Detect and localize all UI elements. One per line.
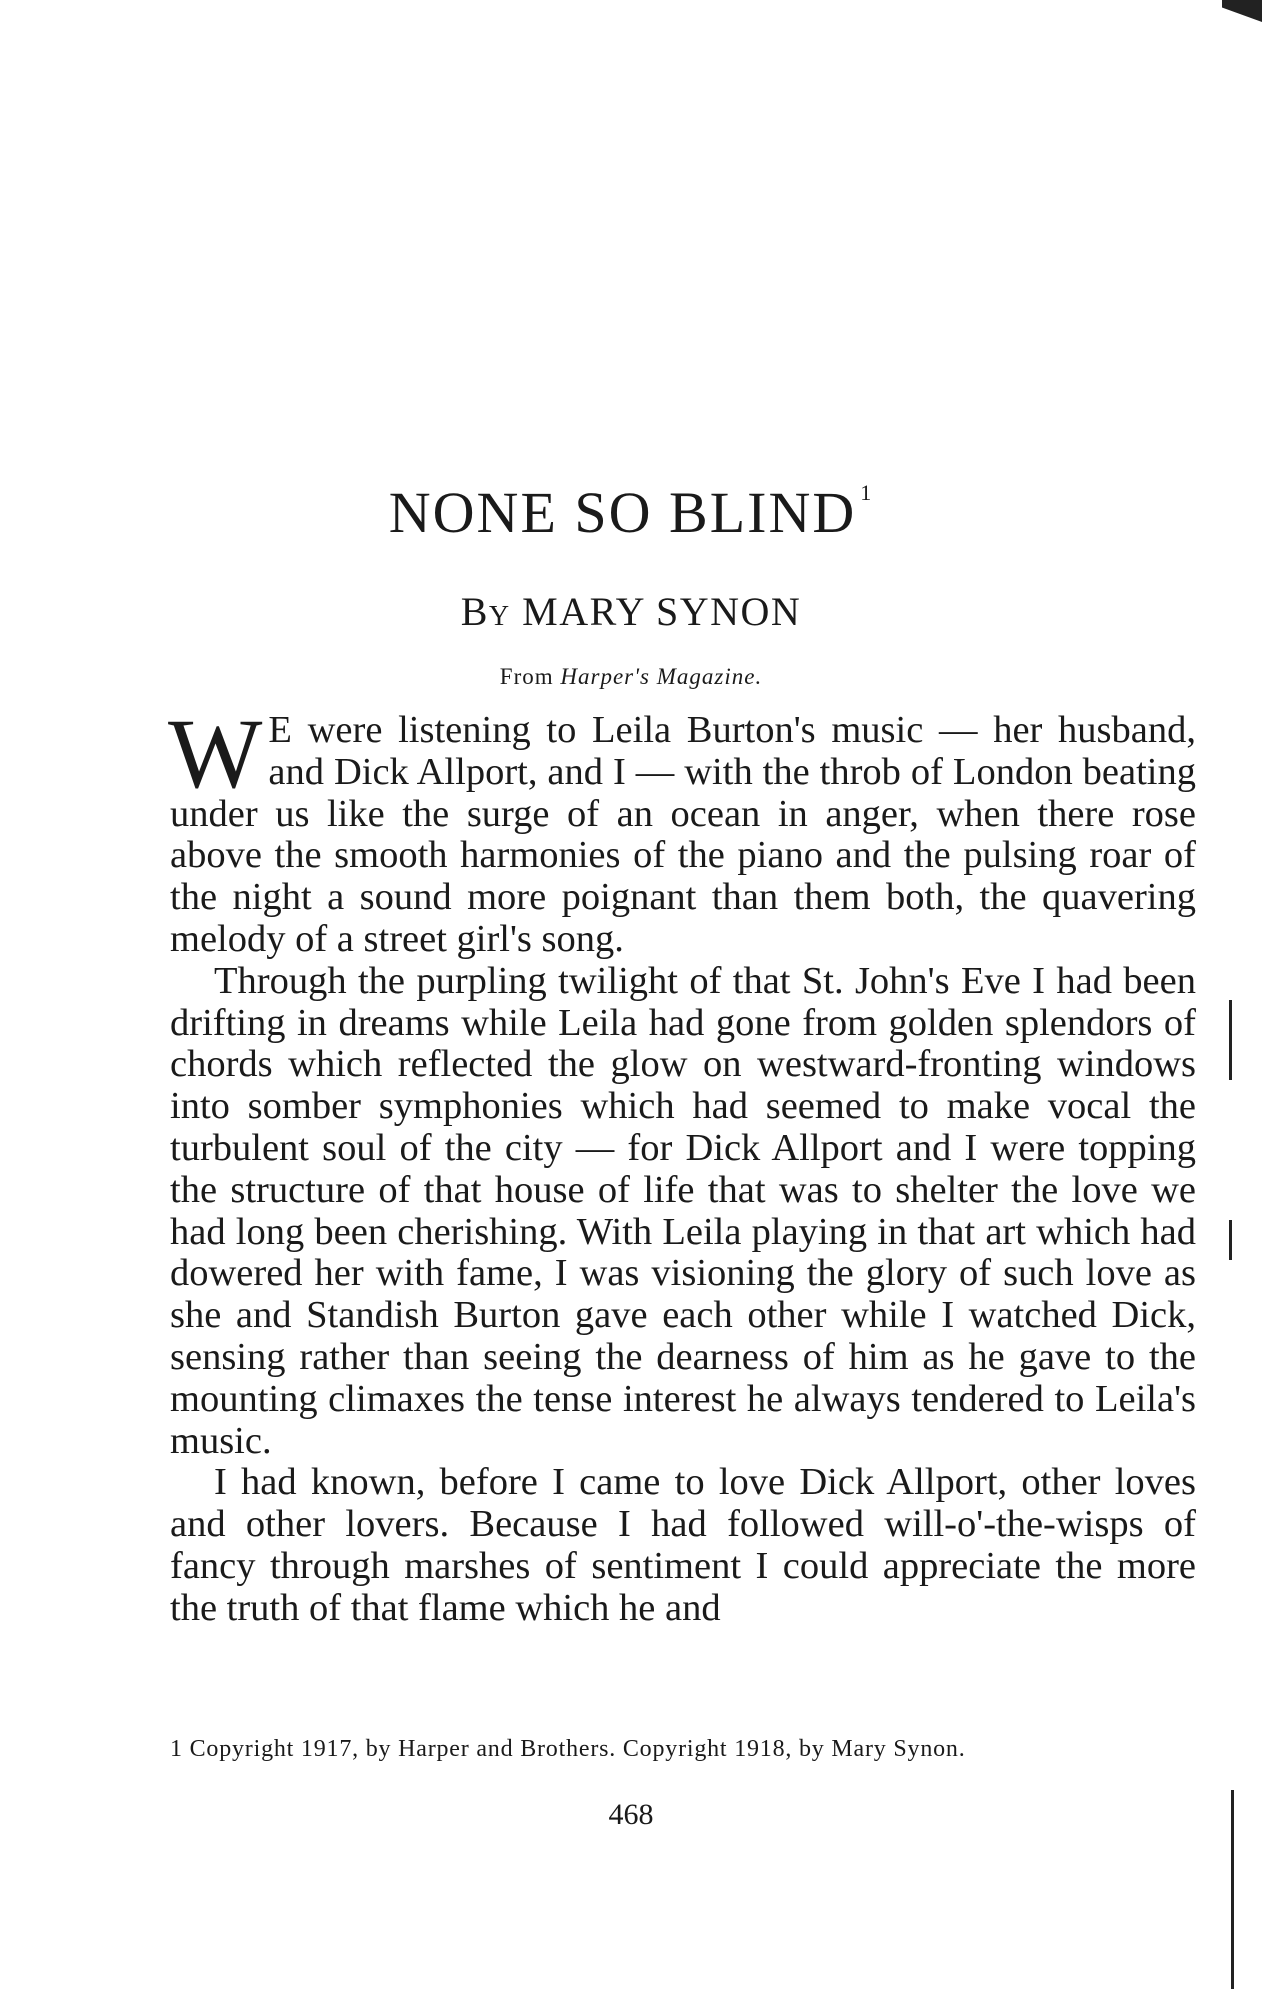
article-body — [168, 698, 1196, 1630]
source-magazine: Harper's Magazine. — [560, 664, 763, 689]
paragraph-text: I had known, before I came to love Dick Allport, other loves and other lovers. Because I had followed will-o'-the-wisps of fancy through marshes of sentiment I could appreciate the more the truth of that flame which he and — [170, 1461, 1196, 1629]
paragraph — [170, 961, 1196, 1463]
paragraph — [168, 698, 1196, 961]
author-name: MARY SYNON — [522, 589, 802, 634]
article-title — [0, 480, 1262, 545]
byline — [0, 588, 1262, 635]
paragraph-text: were listening to Leila Burton's music — her husband, and Dick Allport, and I — with the throb of London beating under us like the surge of an ocean in anger, when there rose above the smooth harmonies of the piano and the pulsing roar of the night a sound more poignant than them both, the quavering melody of a street girl's song. — [170, 709, 1196, 960]
source-prefix: From — [499, 664, 554, 689]
scan-edge-line — [1229, 1220, 1232, 1260]
footnote: 1 Copyright 1917, by Harper and Brothers. Copyright 1918, by Mary Synon. — [170, 1736, 966, 1762]
paragraph — [170, 1462, 1196, 1629]
article-title-text: NONE SO BLIND — [388, 480, 857, 545]
byline-prefix: By — [460, 589, 511, 634]
scan-edge-line — [1229, 1000, 1232, 1080]
footnote-marker: 1 — [860, 480, 874, 505]
page-number: 468 — [608, 1798, 654, 1831]
source-line — [0, 664, 1262, 690]
paragraph-text: Through the purpling twilight of that St. John's Eve I had been drifting in dreams while Leila had gone from golden splendors of chords which reflected the glow on westward-fronting windows into somber symphonies which had seemed to make vocal the turbulent soul of the city — for Dick Allport and I were topping the structure of that house of life that was to shelter the love we had long been cherishing. With Leila playing in that art which had dowered her with fame, I was visioning the glory of such love as she and Standish Burton gave each other while I watched Dick, sensing rather than seeing the dearness of him as he gave to the mounting climaxes the tense interest he always tendered to Leila's music. — [170, 959, 1196, 1462]
drop-cap: W — [168, 698, 263, 809]
scan-corner-mark — [1222, 0, 1262, 22]
paragraph-lead: E — [268, 709, 292, 751]
scan-edge-line — [1231, 1790, 1234, 1989]
